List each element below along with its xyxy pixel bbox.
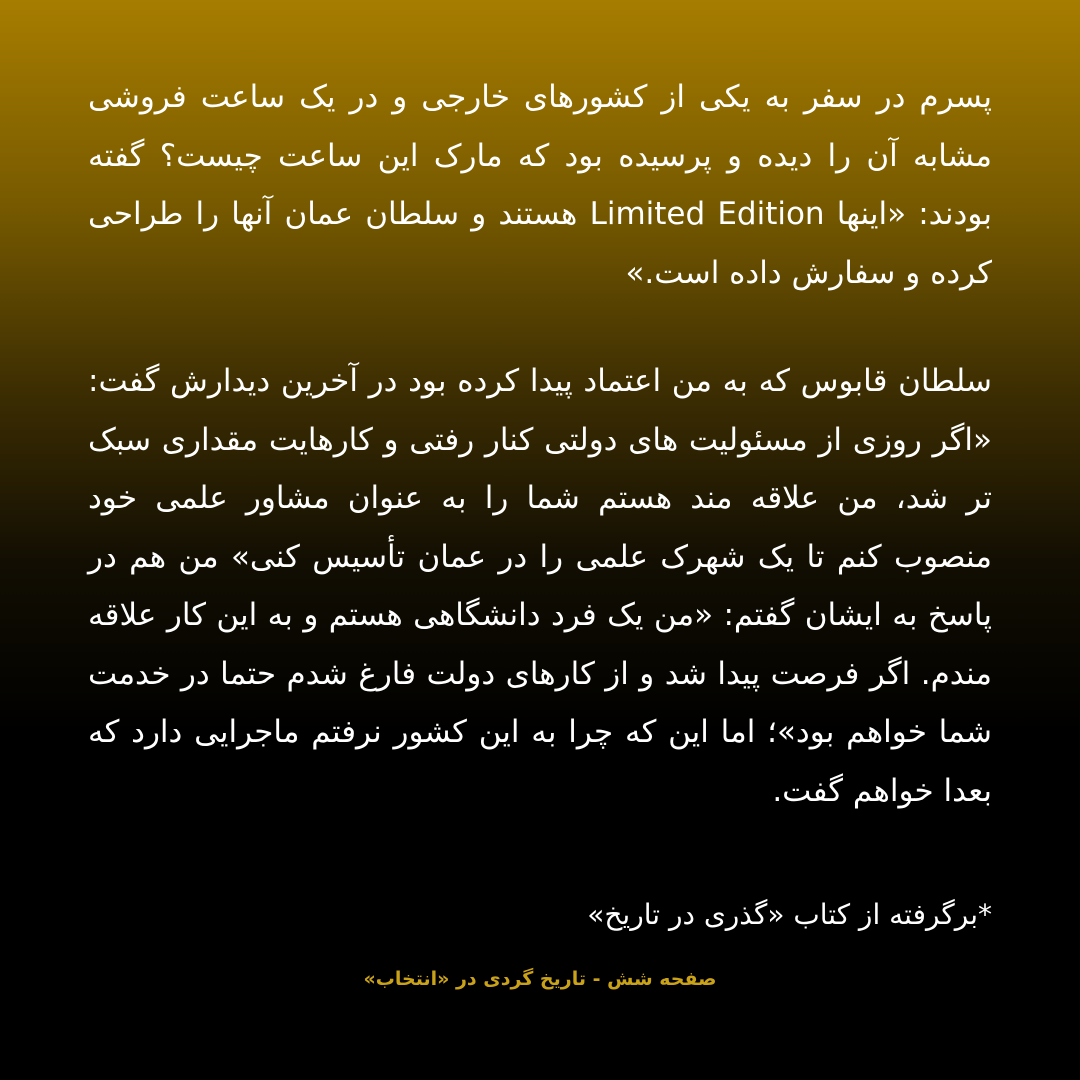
footer-caption: صفحه شش - تاریخ گردی در «انتخاب» xyxy=(363,968,717,990)
article-body xyxy=(88,68,992,820)
paragraph-1: پسرم در سفر به یکی از کشورهای خارجی و در یک ساعت فروشی مشابه آن را دیده و پرسیده بود که مارک این ساعت چیست؟ گفته بودند: «اینها Limited Edition هستند و سلطان عمان آنها را طراحی کرده و سفارش داده است.» xyxy=(88,79,993,291)
paragraph-2: سلطان قابوس که به من اعتماد پیدا کرده بود در آخرین دیدارش گفت: «اگر روزی از مسئولیت های دولتی کنار رفتی و کارهایت مقداری سبک تر شد، من علاقه مند هستم شما را به عنوان مشاور علمی خود منصوب کنم تا یک شهرک علمی را در عمان تأسیس کنی» من هم در پاسخ به ایشان گفتم: «من یک فرد دانشگاهی هستم و به این کار علاقه مندم. اگر فرصت پیدا شد و از کارهای دولت فارغ شدم حتما در خدمت شما خواهم بود»؛ اما این که چرا به این کشور نرفتم ماجرایی دارد که بعدا خواهم گفت. xyxy=(88,363,992,809)
source-note: *برگرفته از کتاب «گذری در تاریخ» xyxy=(587,898,992,931)
